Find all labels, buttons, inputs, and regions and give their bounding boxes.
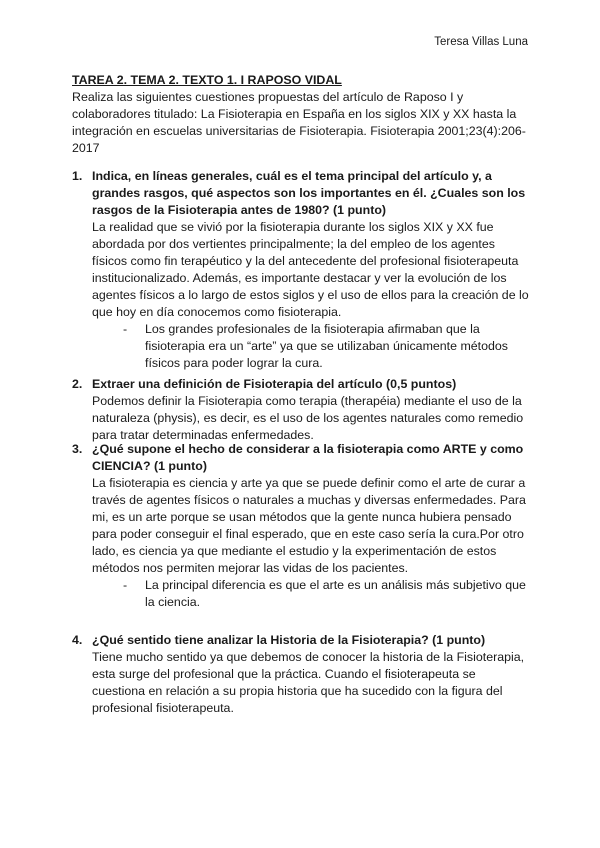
document-title: TAREA 2. TEMA 2. TEXTO 1. I RAPOSO VIDAL [72, 73, 342, 87]
question-text: ¿Qué supone el hecho de considerar a la fisioterapia como ARTE y como CIENCIA? (1 punto) [92, 442, 524, 473]
question-2 [72, 376, 532, 444]
question-number: 4. [72, 633, 83, 647]
answer-text: Tiene mucho sentido ya que debemos de conocer la historia de la Fisioterapia, esta surge del profesional que la práctica. Cuando el fisioterapeuta se cuestiona en relación a su propia historia que ha sucedido con la figura del profesional fisioterapeuta. [92, 650, 525, 715]
author-name: Teresa Villas Luna [434, 36, 528, 48]
answer-text: La fisioterapia es ciencia y arte ya que se puede definir como el arte de curar a través de agentes físicos o naturales a muchas y diversas enfermedades. Para mi, es un arte porque se usan métodos que la gente nunca hubiera pensado para poder conseguir el final esperado, que en este caso sería la cura.Por otro lado, es ciencia ya que mediante el estudio y la experimentación de estos métodos nos permiten mejorar las vidas de los pacientes. [92, 476, 526, 575]
question-text: Indica, en líneas generales, cuál es el tema principal del artículo y, a grandes rasgos, qué aspectos son los importantes en él. ¿Cuales son los rasgos de la Fisioterapia antes de 1980? (1 punto) [92, 169, 526, 217]
bullet-item: - La principal diferencia es que el arte es un análisis más subjetivo que la ciencia. [123, 578, 526, 609]
question-number: 1. [72, 169, 83, 183]
question-number: 2. [72, 377, 83, 391]
bullet-text: La principal diferencia es que el arte es un análisis más subjetivo que la ciencia. [145, 578, 526, 609]
question-text: Extraer una definición de Fisioterapia del artículo (0,5 puntos) [92, 377, 457, 391]
bullet-item: - Los grandes profesionales de la fisioterapia afirmaban que la fisioterapia era un “arte” ya que se utilizaban únicamente métodos físicos para poder lograr la cura. [123, 322, 508, 370]
intro-text: Realiza las siguientes cuestiones propuestas del artículo de Raposo I y colaboradores titulado: La Fisioterapia en España en los siglos XIX y XX hasta la integración en escuelas universitarias de Fisioterapia. Fisioterapia 2001;23(4):206-2017 [72, 90, 526, 155]
question-3 [72, 441, 532, 611]
question-text: ¿Qué sentido tiene analizar la Historia de la Fisioterapia? (1 punto) [92, 633, 486, 647]
bullet-text: Los grandes profesionales de la fisioterapia afirmaban que la fisioterapia era un “arte” ya que se utilizaban únicamente métodos físicos para poder lograr la cura. [145, 322, 508, 370]
document-header [72, 72, 532, 157]
answer-text: Podemos definir la Fisioterapia como terapia (therapéia) mediante el uso de la naturaleza (physis), es decir, es el uso de los agentes naturales como remedio para tratar determinadas enfermedades. [92, 394, 524, 442]
question-1 [72, 168, 532, 372]
answer-text: La realidad que se vivió por la fisioterapia durante los siglos XIX y XX fue abordada por dos vertientes principalmente; la del empleo de los agentes físicos como fin terapéutico y la del antecedente del profesional fisioterapeuta institucionalizado. Además, es importante destacar y ver la evolución de los agentes físicos a lo largo de estos siglos y el uso de ellos para la creación de lo que hoy en día conocemos como fisioterapia. [92, 220, 529, 319]
question-number: 3. [72, 442, 83, 456]
question-4 [72, 632, 532, 717]
